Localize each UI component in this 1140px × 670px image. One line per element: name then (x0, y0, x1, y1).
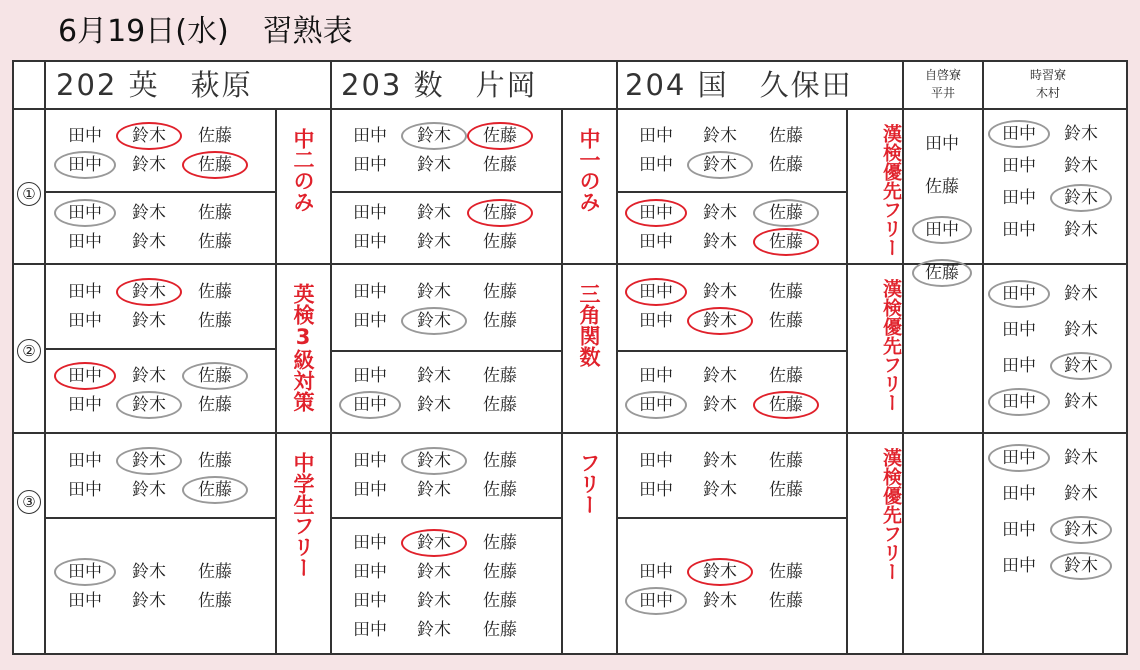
room-column-line (616, 60, 618, 655)
student-name: 佐藤 (198, 282, 232, 302)
group-divider (46, 191, 275, 193)
student-name: 田中 (639, 480, 673, 500)
dorm-divider (982, 432, 1128, 434)
dorm-kimura-row (988, 548, 1112, 584)
group-divider (617, 191, 846, 193)
student-name: 田中 (353, 231, 387, 252)
dorm-kimura-row (988, 512, 1112, 548)
student-name: 鈴木 (132, 311, 166, 331)
student-name: 田中 (353, 532, 387, 553)
student-name: 鈴木 (1050, 552, 1112, 580)
student-group (625, 198, 819, 256)
student-name: 佐藤 (467, 122, 533, 150)
group-divider (617, 517, 846, 519)
student-group (625, 122, 819, 180)
student-name: 佐藤 (769, 590, 803, 611)
student-name: 鈴木 (132, 231, 166, 252)
dorm-kimura-row (988, 214, 1112, 246)
room-note: 中二のみ (291, 128, 315, 212)
student-name: 鈴木 (116, 278, 182, 306)
student-name: 田中 (625, 391, 687, 419)
student-name: 鈴木 (1064, 284, 1098, 304)
student-name: 佐藤 (198, 561, 232, 582)
student-name: 田中 (339, 391, 401, 419)
dorm-header-jishu (1008, 66, 1088, 102)
group-row (339, 557, 533, 586)
student-name: 田中 (68, 394, 102, 415)
dorm-kimura-row (988, 440, 1112, 476)
student-name: 田中 (68, 126, 102, 146)
student-name: 鈴木 (1064, 484, 1098, 504)
student-name: 鈴木 (132, 590, 166, 611)
student-name: 佐藤 (769, 480, 803, 500)
student-name: 田中 (988, 280, 1050, 308)
student-name: 佐藤 (198, 231, 232, 252)
group-row (339, 198, 533, 227)
group-row (339, 122, 533, 151)
student-name: 佐藤 (467, 199, 533, 227)
group-row (625, 227, 819, 256)
student-name: 田中 (912, 216, 972, 244)
student-name: 田中 (54, 558, 116, 586)
student-name: 佐藤 (769, 311, 803, 331)
student-name: 鈴木 (1064, 320, 1098, 340)
student-name: 鈴木 (417, 365, 451, 386)
student-name: 田中 (68, 451, 102, 471)
dorm-kimura-row (988, 348, 1112, 384)
student-name: 田中 (68, 282, 102, 302)
group-row (339, 151, 533, 180)
student-name: 田中 (639, 311, 673, 331)
group-row (339, 390, 533, 419)
student-name: 田中 (639, 155, 673, 175)
student-name: 鈴木 (417, 282, 451, 302)
group-divider (331, 350, 561, 352)
student-name: 鈴木 (687, 307, 753, 335)
dorm-kimura-row (988, 182, 1112, 214)
dorm-column-line (982, 60, 984, 655)
dorm-column-line (902, 60, 904, 655)
student-name: 佐藤 (769, 451, 803, 471)
group-divider (331, 191, 561, 193)
student-name: 佐藤 (483, 282, 517, 302)
student-name: 佐藤 (483, 155, 517, 175)
student-name: 鈴木 (401, 529, 467, 557)
student-name: 佐藤 (182, 362, 248, 390)
student-name: 田中 (353, 590, 387, 611)
student-name: 鈴木 (417, 394, 451, 415)
header-divider (12, 108, 1128, 110)
student-group (339, 447, 533, 505)
student-name: 田中 (353, 451, 387, 471)
student-name: 鈴木 (1064, 392, 1098, 412)
student-name: 佐藤 (483, 394, 517, 415)
group-row (625, 447, 819, 476)
student-name: 田中 (1002, 520, 1036, 540)
student-name: 鈴木 (703, 451, 737, 471)
group-row (339, 476, 533, 505)
student-name: 田中 (639, 365, 673, 386)
student-name: 鈴木 (401, 122, 467, 150)
student-group (339, 278, 533, 336)
student-name: 佐藤 (483, 231, 517, 252)
group-divider (46, 348, 275, 350)
group-row (54, 307, 248, 336)
period-divider (12, 432, 1128, 434)
student-name: 田中 (925, 133, 959, 154)
student-name: 鈴木 (401, 307, 467, 335)
student-name: 田中 (1002, 484, 1036, 504)
dorm-hirai-row (912, 208, 972, 251)
student-name: 佐藤 (753, 228, 819, 256)
student-name: 鈴木 (1050, 352, 1112, 380)
student-name: 佐藤 (769, 155, 803, 175)
student-name: 田中 (988, 120, 1050, 148)
student-name: 田中 (54, 362, 116, 390)
student-name: 鈴木 (1064, 448, 1098, 468)
student-name: 田中 (625, 199, 687, 227)
student-name: 田中 (68, 590, 102, 611)
group-row (54, 227, 248, 256)
group-row (625, 198, 819, 227)
student-name: 佐藤 (198, 451, 232, 471)
group-row (54, 557, 248, 586)
room-note: 中一のみ (577, 128, 601, 212)
group-row (54, 122, 248, 151)
student-name: 田中 (353, 155, 387, 175)
page-heading: 習熟表 (262, 14, 353, 49)
student-name: 田中 (68, 311, 102, 331)
student-name: 佐藤 (912, 259, 972, 287)
student-name: 佐藤 (483, 532, 517, 553)
group-row (339, 447, 533, 476)
student-name: 鈴木 (417, 480, 451, 500)
student-name: 鈴木 (703, 126, 737, 146)
room-header-203: 203 数 片岡 (341, 68, 538, 102)
student-name: 佐藤 (182, 151, 248, 179)
student-name: 田中 (68, 231, 102, 252)
student-group (339, 198, 533, 256)
student-name: 田中 (639, 451, 673, 471)
room-header-202: 202 英 萩原 (56, 68, 253, 102)
student-name: 佐藤 (483, 480, 517, 500)
student-name: 鈴木 (132, 155, 166, 175)
student-name: 佐藤 (198, 590, 232, 611)
student-name: 鈴木 (703, 202, 737, 223)
student-name: 佐藤 (769, 365, 803, 386)
dorm-hirai-row (912, 122, 972, 165)
student-name: 田中 (625, 587, 687, 615)
student-name: 鈴木 (401, 447, 467, 475)
student-name: 田中 (988, 388, 1050, 416)
student-name: 田中 (639, 231, 673, 252)
student-name: 田中 (353, 619, 387, 640)
student-name: 佐藤 (769, 282, 803, 302)
student-name: 鈴木 (687, 151, 753, 179)
dorm-hirai-row (912, 251, 972, 294)
group-row (625, 361, 819, 390)
dorm-kimura-row (988, 276, 1112, 312)
student-name: 佐藤 (769, 561, 803, 582)
student-group (339, 361, 533, 419)
student-name: 鈴木 (1064, 124, 1098, 144)
group-row (54, 476, 248, 505)
period-label-3: ③ (17, 490, 41, 514)
group-row (339, 615, 533, 644)
room-header-204: 204 国 久保田 (625, 68, 853, 102)
group-row (625, 390, 819, 419)
room-note: 漢検優先フリー (880, 448, 902, 581)
note-column-line (846, 110, 848, 655)
group-row (625, 586, 819, 615)
note-column-line (561, 110, 563, 655)
dorm-kimura-block (988, 118, 1112, 246)
room-note: フリー (577, 452, 601, 515)
room-note: 英検3級対策 (291, 283, 315, 412)
student-name: 佐藤 (483, 619, 517, 640)
dorm-kimura-row (988, 150, 1112, 182)
dorm-kimura-block (988, 276, 1112, 420)
student-name: 鈴木 (132, 480, 166, 500)
student-name: 鈴木 (132, 365, 166, 386)
student-name: 田中 (1002, 220, 1036, 240)
student-name: 佐藤 (753, 391, 819, 419)
student-name: 鈴木 (417, 590, 451, 611)
room-note: 漢検優先フリー (880, 124, 902, 257)
group-divider (46, 517, 275, 519)
period-label-1: ① (17, 182, 41, 206)
dorm-kimura-row (988, 312, 1112, 348)
room-column-line (330, 60, 332, 655)
student-name: 田中 (639, 561, 673, 582)
student-name: 田中 (988, 444, 1050, 472)
student-name: 田中 (353, 480, 387, 500)
group-row (625, 151, 819, 180)
student-group (54, 447, 248, 505)
student-name: 田中 (1002, 188, 1036, 208)
student-name: 佐藤 (483, 561, 517, 582)
student-name: 田中 (353, 311, 387, 331)
dorm-header-teacher: 平井 (930, 86, 955, 100)
student-group (54, 278, 248, 336)
dorm-kimura-row (988, 118, 1112, 150)
group-divider (617, 350, 846, 352)
student-name: 佐藤 (182, 476, 248, 504)
student-name: 田中 (353, 126, 387, 146)
dorm-divider (982, 263, 1128, 265)
student-name: 田中 (1002, 156, 1036, 176)
student-name: 田中 (639, 126, 673, 146)
student-name: 鈴木 (417, 619, 451, 640)
student-name: 鈴木 (1064, 156, 1098, 176)
group-row (54, 198, 248, 227)
student-group (54, 361, 248, 419)
student-name: 鈴木 (116, 447, 182, 475)
student-name: 鈴木 (1050, 184, 1112, 212)
dorm-header-jikei (903, 66, 983, 102)
student-name: 鈴木 (703, 394, 737, 415)
group-row (625, 278, 819, 307)
student-name: 田中 (54, 199, 116, 227)
student-name: 鈴木 (116, 391, 182, 419)
student-name: 鈴木 (703, 365, 737, 386)
page-date: 6月19日(水) (58, 14, 229, 49)
group-divider (331, 517, 561, 519)
dorm-hirai-row (912, 165, 972, 208)
student-name: 田中 (353, 282, 387, 302)
student-name: 佐藤 (198, 126, 232, 146)
student-name: 佐藤 (753, 199, 819, 227)
student-name: 佐藤 (198, 394, 232, 415)
student-name: 佐藤 (769, 126, 803, 146)
student-name: 佐藤 (925, 176, 959, 197)
group-row (339, 586, 533, 615)
period-column-line (44, 60, 46, 655)
student-name: 鈴木 (417, 231, 451, 252)
student-group (339, 528, 533, 644)
dorm-hirai-list (912, 122, 972, 294)
student-name: 鈴木 (703, 231, 737, 252)
dorm-kimura-row (988, 384, 1112, 420)
student-name: 鈴木 (417, 202, 451, 223)
dorm-header-name: 自啓寮 (924, 68, 961, 82)
group-row (54, 151, 248, 180)
period-label-2: ② (17, 339, 41, 363)
student-name: 鈴木 (132, 561, 166, 582)
group-row (54, 447, 248, 476)
group-row (339, 307, 533, 336)
student-name: 佐藤 (483, 365, 517, 386)
group-row (339, 278, 533, 307)
student-name: 鈴木 (1064, 220, 1098, 240)
student-name: 田中 (625, 278, 687, 306)
student-name: 佐藤 (483, 451, 517, 471)
student-name: 鈴木 (417, 561, 451, 582)
group-row (625, 476, 819, 505)
dorm-kimura-row (988, 476, 1112, 512)
dorm-kimura-block (988, 440, 1112, 584)
student-name: 佐藤 (198, 202, 232, 223)
student-name: 田中 (1002, 320, 1036, 340)
group-row (625, 122, 819, 151)
room-note: 中学生フリー (291, 452, 315, 578)
student-name: 鈴木 (703, 480, 737, 500)
group-row (54, 278, 248, 307)
student-name: 鈴木 (687, 558, 753, 586)
student-name: 田中 (1002, 356, 1036, 376)
group-row (339, 361, 533, 390)
group-row (625, 557, 819, 586)
student-name: 鈴木 (132, 202, 166, 223)
group-row (339, 528, 533, 557)
page-title (58, 6, 387, 50)
student-name: 佐藤 (198, 311, 232, 331)
student-name: 田中 (54, 151, 116, 179)
group-row (54, 361, 248, 390)
student-name: 佐藤 (483, 590, 517, 611)
student-name: 鈴木 (703, 282, 737, 302)
group-row (54, 390, 248, 419)
student-name: 田中 (1002, 556, 1036, 576)
student-name: 田中 (68, 480, 102, 500)
student-name: 田中 (353, 561, 387, 582)
student-name: 鈴木 (116, 122, 182, 150)
dorm-header-name: 時習寮 (1029, 68, 1066, 82)
student-name: 鈴木 (1050, 516, 1112, 544)
room-note: 漢検優先フリー (880, 279, 902, 412)
student-group (625, 557, 819, 615)
student-group (625, 278, 819, 336)
student-group (54, 198, 248, 256)
group-row (339, 227, 533, 256)
student-group (625, 361, 819, 419)
student-name: 田中 (353, 202, 387, 223)
note-column-line (275, 110, 277, 655)
student-group (625, 447, 819, 505)
student-name: 鈴木 (417, 155, 451, 175)
student-name: 鈴木 (703, 590, 737, 611)
student-group (339, 122, 533, 180)
student-name: 田中 (353, 365, 387, 386)
group-row (54, 586, 248, 615)
student-group (54, 557, 248, 615)
group-row (625, 307, 819, 336)
student-group (54, 122, 248, 180)
dorm-header-teacher: 木村 (1035, 86, 1060, 100)
room-note: 三角関数 (577, 283, 601, 367)
student-name: 佐藤 (483, 311, 517, 331)
